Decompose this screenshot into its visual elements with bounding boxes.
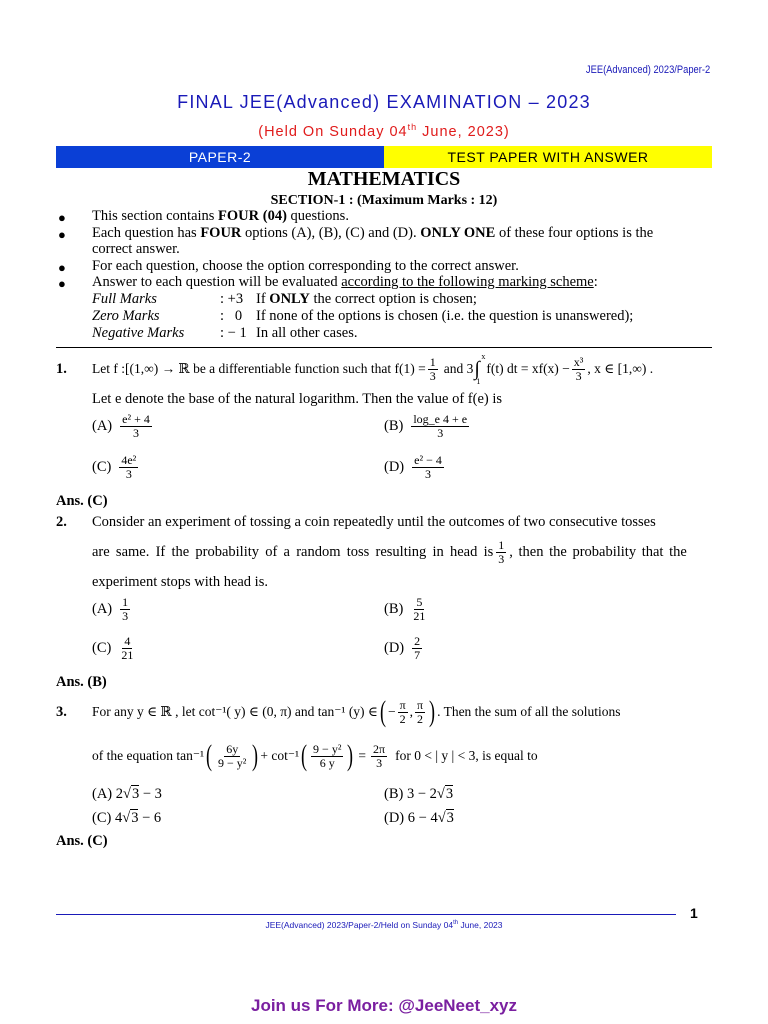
instruction-1: This section contains FOUR (04) questions.	[92, 208, 349, 224]
question-2-line2: are same. If the probability of a random toss resulting in head is $\frac{1}{3}$ , then the probability that the	[92, 537, 687, 566]
paper-bar	[56, 146, 712, 168]
question-3-line2: of the equation tan⁻¹ ( $\frac{6y}{\text{9 − y²}}$ ) + cot⁻¹ ( $\frac{\text{9 − y²}}{6 y}$ ) = $\frac{2\pi}{3}$ for 0 < | y | < 3, is equal to	[92, 739, 538, 772]
bullet-icon: ●	[58, 276, 66, 291]
option-a: (A) $\frac{1}{3}$	[92, 595, 129, 623]
option-c: (C) 4√3 − 6	[92, 810, 162, 826]
option-b: (B) $\frac{5}{21}$	[384, 595, 426, 623]
question-2-line1: Consider an experiment of tossing a coin repeatedly until the outcomes of two consecutive tosses	[92, 514, 656, 530]
option-c: (C) $\frac{4}{21}$	[92, 634, 134, 662]
answer: Ans. (C)	[56, 833, 108, 849]
subject-heading: MATHEMATICS	[307, 168, 461, 190]
held-on-date: (Held On Sunday 04th June, 2023)	[258, 122, 510, 140]
option-a: (A) $\frac{\text{e² + 4}}{3}$	[92, 412, 150, 440]
page-number: 1	[690, 905, 698, 921]
section-divider	[56, 347, 712, 348]
promo-link[interactable]: Join us For More: @JeeNeet_xyz	[251, 996, 517, 1015]
instruction-2-cont: correct answer.	[92, 241, 180, 257]
question-number: 1.	[56, 361, 67, 377]
question-2-line3: experiment stops with head is.	[92, 574, 268, 590]
instruction-3: For each question, choose the option corresponding to the correct answer.	[92, 258, 519, 274]
option-a: (A) 2√3 − 3	[92, 786, 162, 802]
question-1-stem: Let f :[(1,∞) → ℝ be a differentiable function such that f(1) = $\frac{1}{3}$ and 3 x ∫ 1 f(t) dt = xf(x) − $\frac{\text{x³}}{3}$ , x ∈ [1,∞) .	[92, 351, 654, 386]
paper-label: PAPER-2	[56, 146, 384, 168]
question-3-line1: For any y ∈ ℝ , let cot⁻¹( y) ∈ (0, π) and tan⁻¹ (y) ∈ ( − $\frac{\pi}{2}$ , $\frac{\pi}{2}$ ) . Then the sum of all the solutions	[92, 695, 621, 728]
option-d: (D) 6 − 4√3	[384, 810, 454, 826]
footer-divider	[56, 914, 676, 915]
bullet-icon: ●	[58, 260, 66, 275]
question-number: 2.	[56, 514, 67, 530]
section-heading: SECTION-1 : (Maximum Marks : 12)	[270, 193, 498, 208]
exam-title: FINAL JEE(Advanced) EXAMINATION – 2023	[177, 92, 591, 112]
option-b: (B) $\frac{\log\_e 4 + e}{3}$	[384, 412, 468, 440]
option-d: (D) $\frac{\text{e² − 4}}{3}$	[384, 453, 442, 481]
header-top-right: JEE(Advanced) 2023/Paper-2	[585, 64, 710, 76]
instruction-4: Answer to each question will be evaluated according to the following marking scheme:	[92, 274, 598, 290]
question-1-line2: Let e denote the base of the natural logarithm. Then the value of f(e) is	[92, 391, 503, 407]
instruction-2: Each question has FOUR options (A), (B), (C) and (D). ONLY ONE of these four options is the	[92, 225, 654, 241]
footer-text: JEE(Advanced) 2023/Paper-2/Held on Sunday 04th June, 2023	[265, 920, 503, 930]
option-c: (C) $\frac{\text{4e²}}{3}$	[92, 453, 137, 481]
answer: Ans. (C)	[56, 493, 108, 509]
bullet-icon: ●	[58, 210, 66, 225]
question-number: 3.	[56, 704, 67, 720]
answer: Ans. (B)	[56, 674, 107, 690]
bullet-icon: ●	[58, 227, 66, 242]
paper-tagline: TEST PAPER WITH ANSWER	[384, 146, 712, 168]
option-b: (B) 3 − 2√3	[384, 786, 454, 802]
option-d: (D) $\frac{2}{7}$	[384, 634, 421, 662]
